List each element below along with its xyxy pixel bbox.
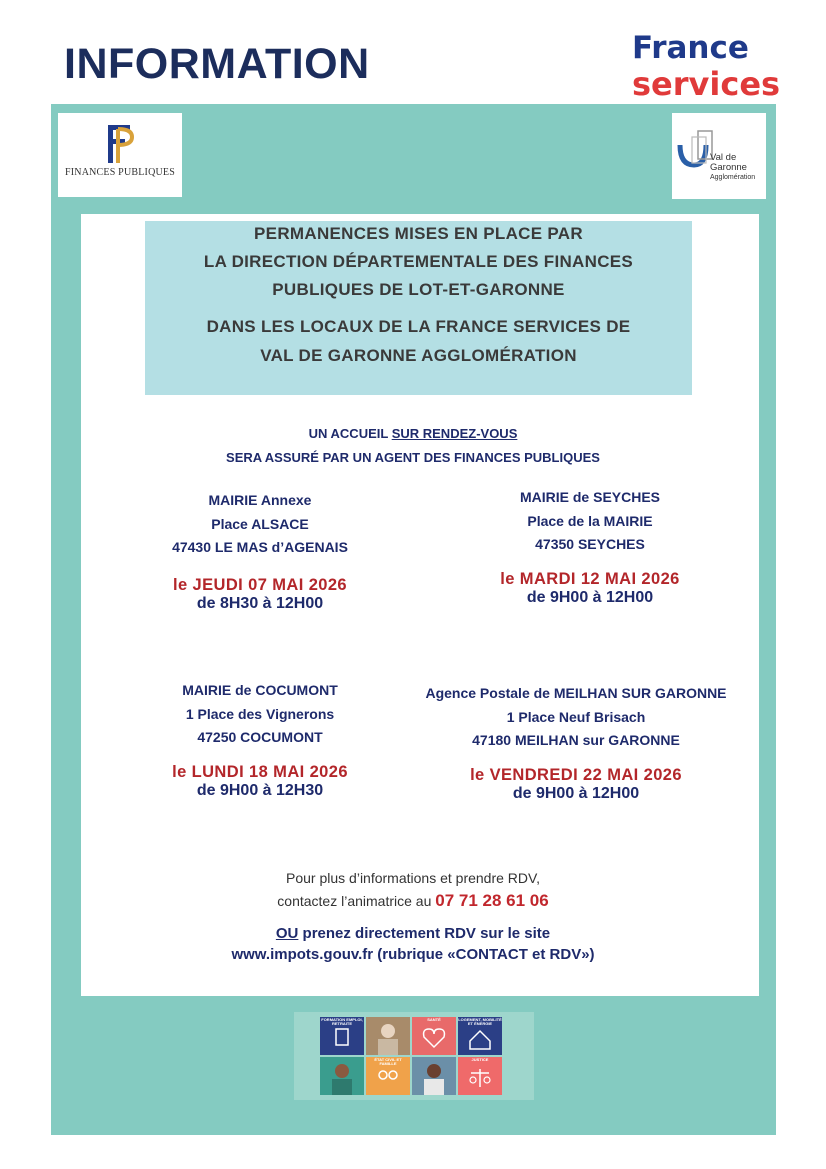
- location-date: le MARDI 12 MAI 2026: [500, 569, 680, 588]
- location-city: 47350 SEYCHES: [535, 536, 645, 552]
- location-name: MAIRIE de COCUMONT: [182, 682, 338, 698]
- location-street: Place ALSACE: [211, 515, 309, 532]
- contact-ou: OU: [275, 925, 299, 942]
- tile-logement: [458, 1017, 502, 1055]
- tile-sante: [412, 1017, 456, 1055]
- location-card-1: [110, 489, 410, 613]
- contact-phone[interactable]: 07 71 28 61 06: [435, 891, 549, 910]
- banner-box: [145, 221, 692, 395]
- banner-line-5: VAL DE GARONNE AGGLOMÉRATION: [260, 346, 577, 365]
- location-name: MAIRIE Annexe: [208, 492, 312, 508]
- accueil-line-2: SERA ASSURÉ PAR UN AGENT DES FINANCES PUBLIQUES: [226, 450, 600, 465]
- finances-publiques-logo: [58, 113, 182, 197]
- tile-photo-agent: [320, 1057, 364, 1095]
- finances-publiques-label: FINANCES PUBLIQUES: [64, 167, 175, 178]
- location-card-3: [110, 679, 410, 800]
- tile-photo-man: [412, 1057, 456, 1095]
- tile-justice: [458, 1057, 502, 1095]
- scales-icon: [458, 1057, 502, 1095]
- person-photo-icon: [366, 1017, 410, 1055]
- accueil-prefix: UN ACCUEIL: [308, 426, 392, 441]
- accueil-rdv: SUR RENDEZ-VOUS: [391, 426, 518, 441]
- contact-line-1: Pour plus d’informations et prendre RDV,: [286, 870, 540, 886]
- location-date: le LUNDI 18 MAI 2026: [172, 762, 348, 781]
- person-photo-icon: [412, 1057, 456, 1095]
- services-tiles-image: [294, 1012, 534, 1100]
- tile-formation: [320, 1017, 364, 1055]
- location-city: 47250 COCUMONT: [197, 729, 323, 745]
- tile-label: LOGEMENT, MOBILITÉ ET ÉNERGIE: [458, 1017, 502, 1026]
- tile-label: ÉTAT CIVIL ET FAMILLE: [374, 1057, 402, 1066]
- banner-line-3: PUBLIQUES DE LOT-ET-GARONNE: [272, 280, 565, 299]
- page-title: INFORMATION: [64, 40, 370, 88]
- val-de-garonne-label-line3: Agglomération: [710, 174, 756, 181]
- location-date: le VENDREDI 22 MAI 2026: [470, 765, 682, 784]
- val-de-garonne-logo: [672, 113, 766, 199]
- heart-icon: [412, 1017, 456, 1055]
- tile-label: SANTÉ: [427, 1017, 441, 1022]
- tile-label: JUSTICE: [471, 1057, 489, 1062]
- banner-line-1: PERMANENCES MISES EN PLACE PAR: [254, 224, 583, 243]
- location-hours: de 9H00 à 12H30: [196, 781, 324, 799]
- contact-line-3: [0, 925, 826, 942]
- tile-photo-woman: [366, 1017, 410, 1055]
- location-date: le JEUDI 07 MAI 2026: [173, 575, 347, 594]
- contact-line-2: [0, 891, 826, 911]
- person-photo-icon: [320, 1057, 364, 1095]
- banner-line-4: DANS LES LOCAUX DE LA FRANCE SERVICES DE: [206, 317, 631, 336]
- contact-site-text: prenez directement RDV sur le site: [298, 925, 551, 942]
- val-de-garonne-label-line1: Val de: [710, 152, 737, 163]
- tile-etat-civil: [366, 1057, 410, 1095]
- location-street: 1 Place Neuf Brisach: [506, 708, 646, 725]
- finances-publiques-mark-icon: [102, 121, 138, 167]
- accueil-line-1: [0, 426, 826, 441]
- location-hours: de 8H30 à 12H00: [196, 594, 324, 612]
- banner-line-2: LA DIRECTION DÉPARTEMENTALE DES FINANCES: [203, 252, 634, 271]
- location-hours: de 9H00 à 12H00: [512, 784, 640, 802]
- val-de-garonne-label: [710, 153, 755, 182]
- contact-prefix: contactez l’animatrice au: [277, 893, 436, 909]
- location-card-4: [396, 682, 756, 803]
- tile-label: FORMATION EMPLOI, RETRAITE: [321, 1017, 363, 1026]
- contact-website-link[interactable]: www.impots.gouv.fr (rubrique «CONTACT et RDV»): [231, 946, 595, 963]
- location-city: 47430 LE MAS d’AGENAIS: [172, 539, 348, 555]
- val-de-garonne-label-line2: Garonne: [710, 162, 747, 173]
- france-services-logo-line2: services: [632, 65, 781, 103]
- location-street: Place de la MAIRIE: [527, 512, 653, 529]
- location-street: 1 Place des Vignerons: [185, 705, 335, 722]
- location-city: 47180 MEILHAN sur GARONNE: [472, 732, 680, 748]
- location-name: MAIRIE de SEYCHES: [519, 489, 661, 505]
- france-services-logo: [632, 30, 780, 102]
- location-card-2: [440, 486, 740, 607]
- location-hours: de 9H00 à 12H00: [526, 588, 654, 606]
- france-services-logo-line1: France: [632, 30, 749, 66]
- location-name: Agence Postale de MEILHAN SUR GARONNE: [425, 685, 727, 701]
